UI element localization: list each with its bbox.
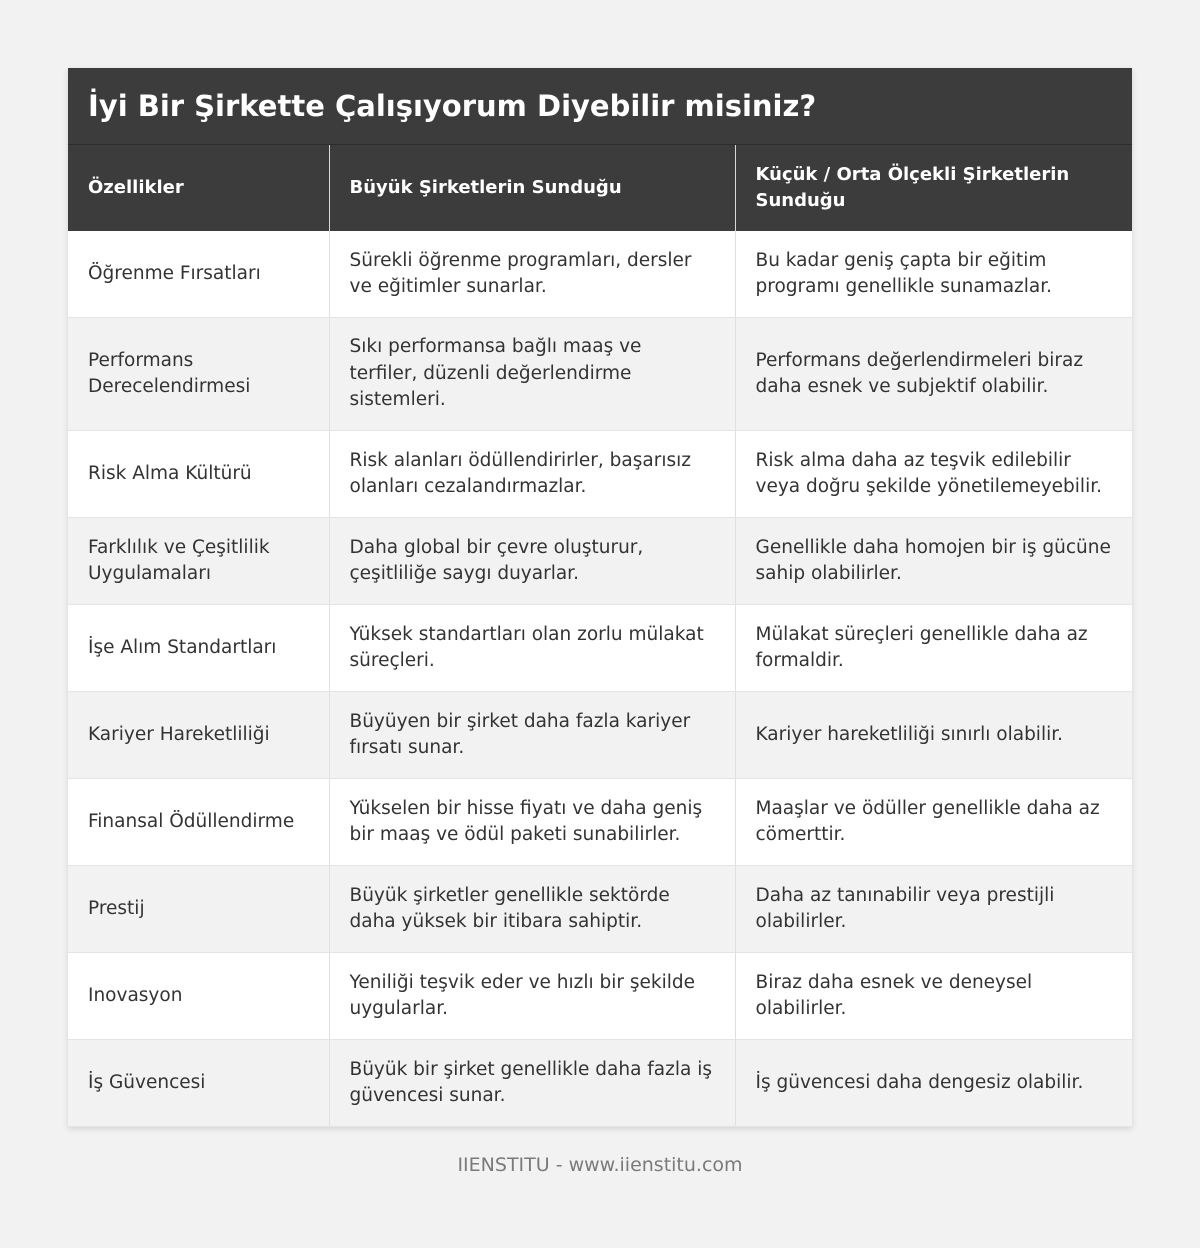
feature-cell: Öğrenme Fırsatları [68, 231, 329, 318]
feature-cell: Prestij [68, 866, 329, 953]
table-title: İyi Bir Şirkette Çalışıyorum Diyebilir misiniz? [68, 68, 1132, 145]
large-company-cell: Yüksek standartları olan zorlu mülakat süreçleri. [329, 605, 735, 692]
column-header-large-companies: Büyük Şirketlerin Sunduğu [329, 145, 735, 231]
large-company-cell: Daha global bir çevre oluşturur, çeşitliliğe saygı duyarlar. [329, 518, 735, 605]
large-company-cell: Yeniliği teşvik eder ve hızlı bir şekilde uygularlar. [329, 953, 735, 1040]
small-company-cell: Performans değerlendirmeleri biraz daha esnek ve subjektif olabilir. [735, 318, 1132, 431]
small-company-cell: Bu kadar geniş çapta bir eğitim programı genellikle sunamazlar. [735, 231, 1132, 318]
feature-cell: Kariyer Hareketliliği [68, 692, 329, 779]
table-row [68, 866, 1132, 953]
table-row [68, 518, 1132, 605]
feature-cell: Risk Alma Kültürü [68, 431, 329, 518]
feature-cell: Finansal Ödüllendirme [68, 779, 329, 866]
feature-cell: Farklılık ve Çeşitlilik Uygulamaları [68, 518, 329, 605]
column-header-small-medium-companies: Küçük / Orta Ölçekli Şirketlerin Sunduğu [735, 145, 1132, 231]
large-company-cell: Büyük şirketler genellikle sektörde daha yüksek bir itibara sahiptir. [329, 866, 735, 953]
small-company-cell: Mülakat süreçleri genellikle daha az formaldir. [735, 605, 1132, 692]
feature-cell: İş Güvencesi [68, 1040, 329, 1127]
small-company-cell: Kariyer hareketliliği sınırlı olabilir. [735, 692, 1132, 779]
table-row [68, 231, 1132, 318]
small-company-cell: Biraz daha esnek ve deneysel olabilirler. [735, 953, 1132, 1040]
header-row [68, 145, 1132, 231]
comparison-card [68, 68, 1132, 1127]
large-company-cell: Büyük bir şirket genellikle daha fazla iş güvencesi sunar. [329, 1040, 735, 1127]
footer-credit: IIENSTITU - www.iienstitu.com [457, 1154, 743, 1176]
feature-cell: İşe Alım Standartları [68, 605, 329, 692]
small-company-cell: Risk alma daha az teşvik edilebilir veya doğru şekilde yönetilemeyebilir. [735, 431, 1132, 518]
feature-cell: Inovasyon [68, 953, 329, 1040]
large-company-cell: Sıkı performansa bağlı maaş ve terfiler, düzenli değerlendirme sistemleri. [329, 318, 735, 431]
table-row [68, 431, 1132, 518]
large-company-cell: Risk alanları ödüllendirirler, başarısız olanları cezalandırmazlar. [329, 431, 735, 518]
small-company-cell: Daha az tanınabilir veya prestijli olabilirler. [735, 866, 1132, 953]
feature-cell: Performans Derecelendirmesi [68, 318, 329, 431]
large-company-cell: Yükselen bir hisse fiyatı ve daha geniş bir maaş ve ödül paketi sunabilirler. [329, 779, 735, 866]
column-header-features: Özellikler [68, 145, 329, 231]
small-company-cell: Genellikle daha homojen bir iş gücüne sahip olabilirler. [735, 518, 1132, 605]
comparison-table [68, 145, 1132, 1127]
table-row [68, 318, 1132, 431]
table-row [68, 605, 1132, 692]
large-company-cell: Büyüyen bir şirket daha fazla kariyer fırsatı sunar. [329, 692, 735, 779]
table-row [68, 953, 1132, 1040]
large-company-cell: Sürekli öğrenme programları, dersler ve eğitimler sunarlar. [329, 231, 735, 318]
small-company-cell: Maaşlar ve ödüller genellikle daha az cömerttir. [735, 779, 1132, 866]
small-company-cell: İş güvencesi daha dengesiz olabilir. [735, 1040, 1132, 1127]
table-row [68, 779, 1132, 866]
table-row [68, 692, 1132, 779]
table-row [68, 1040, 1132, 1127]
